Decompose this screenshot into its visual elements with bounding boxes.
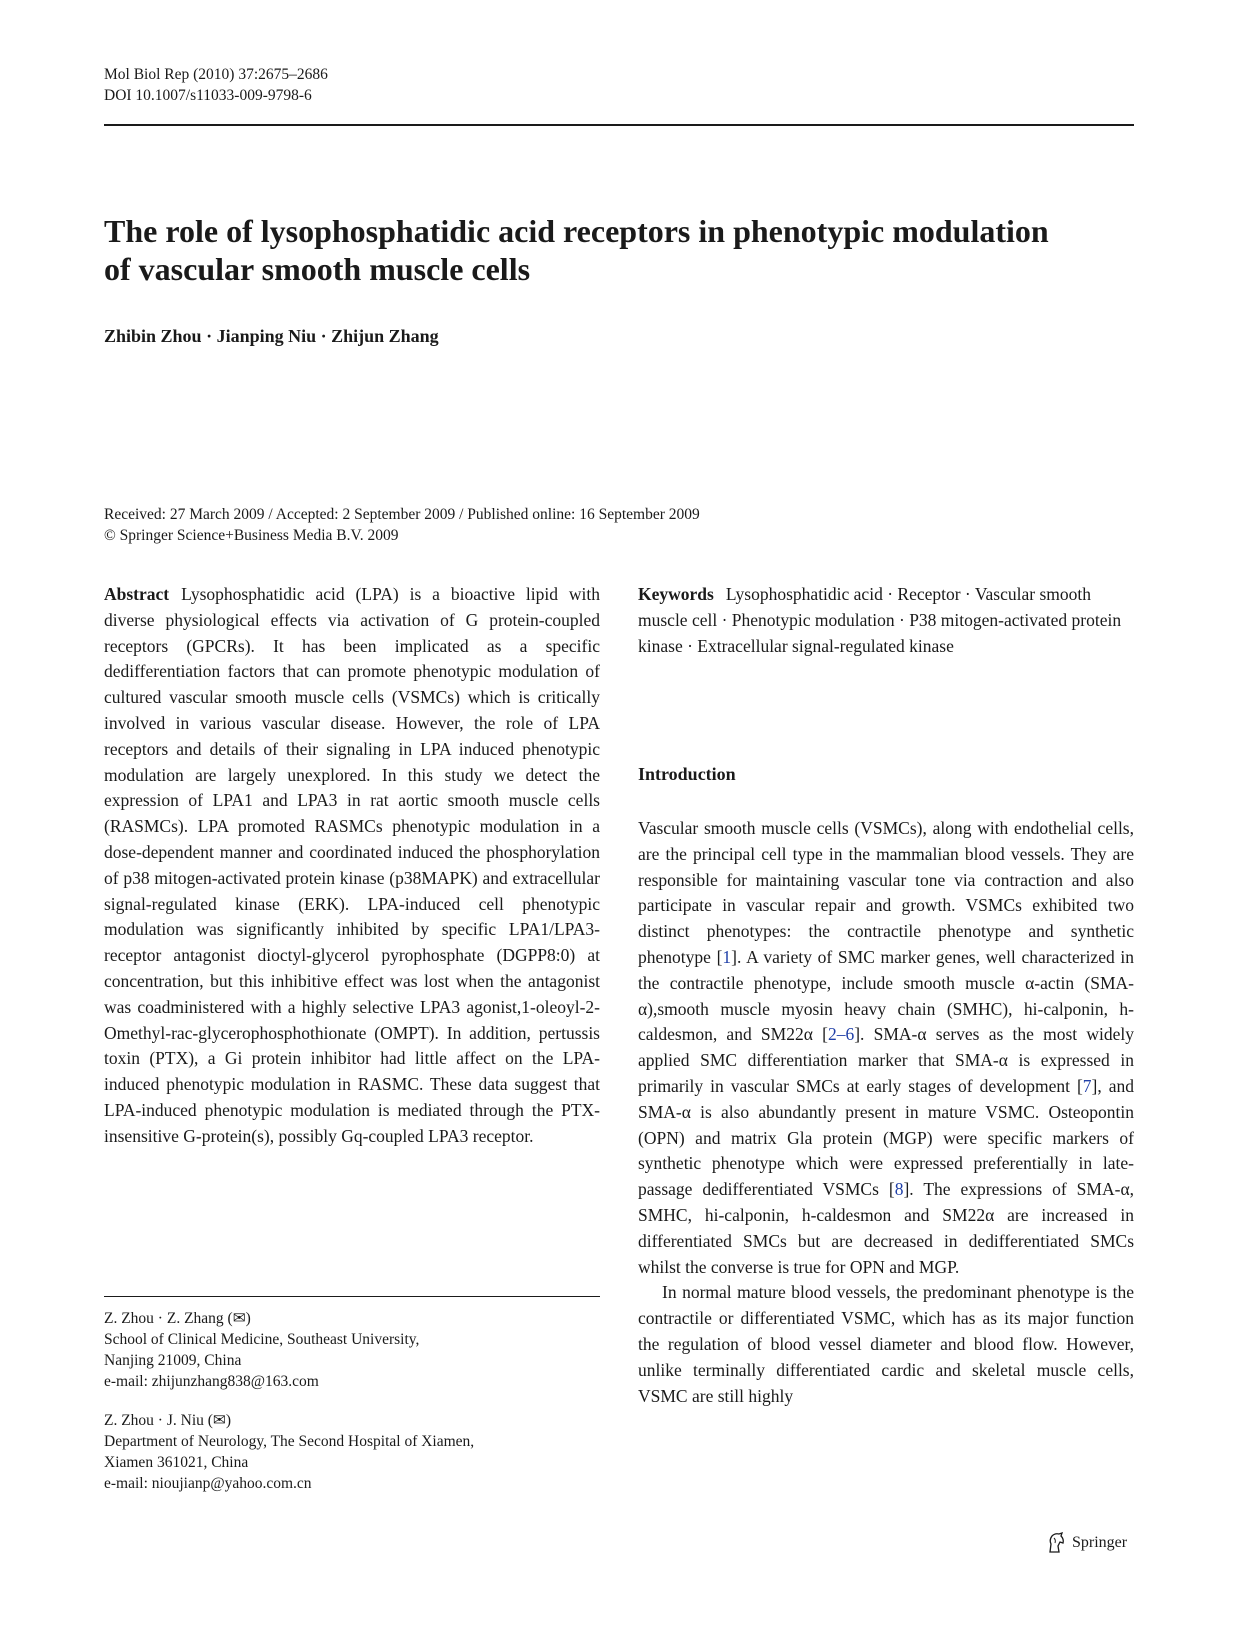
affiliation-names: Z. Zhou · Z. Zhang (✉) bbox=[104, 1310, 251, 1327]
journal-citation bbox=[104, 64, 328, 106]
copyright-line: © Springer Science+Business Media B.V. 2009 bbox=[104, 527, 399, 544]
received-accepted-line: Received: 27 March 2009 / Accepted: 2 September 2009 / Published online: 16 September 2009 bbox=[104, 506, 700, 523]
affiliation-email[interactable]: e-mail: nioujianp@yahoo.com.cn bbox=[104, 1475, 312, 1492]
citation-link[interactable]: 7 bbox=[1082, 1075, 1092, 1096]
introduction-body bbox=[638, 816, 1134, 1409]
affiliation-institution: Department of Neurology, The Second Hospital of Xiamen, bbox=[104, 1433, 475, 1450]
keywords bbox=[638, 582, 1134, 659]
introduction-paragraph-1 bbox=[638, 816, 1134, 1280]
citation-link[interactable]: 1 bbox=[722, 946, 732, 967]
abstract-text: Lysophosphatidic acid (LPA) is a bioactive lipid with diverse physiological effects via activation of G protein-coupled receptors (GPCRs). It has been implicated as a specific dedifferentiation factors that can promote phenotypic modulation of cultured vascular smooth muscle cells (VSMCs) which is critically involved in various vascular disease. However, the role of LPA receptors and details of their signaling in LPA induced phenotypic modulation are largely unexplored. In this study we detect the expression of LPA1 and LPA3 in rat aortic smooth muscle cells (RASMCs). LPA promoted RASMCs phenotypic modulation in a dose-dependent manner and coordinated induced the phosphorylation of p38 mitogen-activated protein kinase (p38MAPK) and extracellular signal-regulated kinase (ERK). LPA-induced cell phenotypic modulation was significantly inhibited by specific LPA1/LPA3-receptor antagonist dioctyl-glycerol pyrophosphate (DGPP8:0) at concentration, but this inhibitive effect was lost when the antagonist was coadministered with a highly selective LPA3 agonist,1-oleoyl-2-Omethyl-rac-glycerophosphothionate (OMPT). In addition, pertussis toxin (PTX), a Gi protein inhibitor had little affect on the LPA-induced phenotypic modulation in RASMC. These data suggest that LPA-induced phenotypic modulation is mediated through the PTX-insensitive G-protein(s), possibly Gq-coupled LPA3 receptor. bbox=[104, 584, 600, 1146]
journal-line: Mol Biol Rep (2010) 37:2675–2686 bbox=[104, 66, 328, 83]
text-span: ], and SMA-α is also abundantly present in mature VSMC. Osteopontin (OPN) and matrix Gla protein (MGP) were specific markers of synthetic phenotype which were expressed preferentially in late-passage dedifferentiated VSMCs [ bbox=[638, 1075, 1134, 1200]
affiliation-2 bbox=[104, 1410, 600, 1494]
publication-dates bbox=[104, 504, 700, 546]
text-span: Vascular smooth muscle cells (VSMCs), along with endothelial cells, are the principal cell type in the mammalian blood vessels. They are responsible for maintaining vascular tone via contraction and also participate in vascular repair and growth. VSMCs exhibited two distinct phenotypes: the contractile phenotype and synthetic phenotype [ bbox=[638, 818, 1134, 967]
citation-link[interactable]: 8 bbox=[894, 1179, 904, 1200]
affiliation-city: Xiamen 361021, China bbox=[104, 1454, 249, 1471]
abstract-label: Abstract bbox=[104, 584, 170, 604]
header-rule bbox=[104, 124, 1134, 126]
publisher-name: Springer bbox=[1072, 1534, 1128, 1551]
author-list: Zhibin Zhou · Jianping Niu · Zhijun Zhang bbox=[104, 326, 439, 346]
affiliation-names: Z. Zhou · J. Niu (✉) bbox=[104, 1412, 232, 1429]
keywords-label: Keywords bbox=[638, 584, 714, 604]
introduction-paragraph-2: In normal mature blood vessels, the predominant phenotype is the contractile or differentiated VSMC, which has as its major function the regulation of blood vessel diameter and blood flow. However, unlike terminally differentiated cardic and skeletal muscle cells, VSMC are still highly bbox=[638, 1282, 1134, 1406]
introduction-heading: Introduction bbox=[638, 764, 736, 784]
keywords-text: Lysophosphatidic acid · Receptor · Vascular smooth muscle cell · Phenotypic modulation · P38 mitogen-activated protein kinase · Extracellular signal-regulated kinase bbox=[638, 584, 1122, 656]
article-title: The role of lysophosphatidic acid receptors in phenotypic modulation of vascular smooth muscle cells bbox=[104, 213, 1049, 287]
publisher-logo bbox=[1046, 1532, 1127, 1554]
text-span: ]. SMA-α serves as the most widely applied SMC differentiation marker that SMA-α is expressed in primarily in vascular SMCs at early stages of development [ bbox=[638, 1024, 1134, 1096]
text-span: ]. A variety of SMC marker genes, well characterized in the contractile phenotype, include smooth muscle α-actin (SMA-α),smooth muscle myosin heavy chain (SMHC), hi-calponin, h-caldesmon, and SM22α [ bbox=[638, 946, 1134, 1045]
affiliation-city: Nanjing 21009, China bbox=[104, 1352, 242, 1369]
abstract bbox=[104, 582, 600, 1150]
text-span: ]. The expressions of SMA-α, SMHC, hi-calponin, h-caldesmon and SM22α are increased in differentiated SMCs but are decreased in dedifferentiated SMCs whilst the converse is true for OPN and MGP. bbox=[638, 1179, 1134, 1277]
footnote-rule bbox=[104, 1296, 600, 1297]
affiliation-email[interactable]: e-mail: zhijunzhang838@163.com bbox=[104, 1373, 319, 1390]
affiliation-1 bbox=[104, 1308, 600, 1392]
citation-link[interactable]: 2–6 bbox=[827, 1024, 855, 1045]
springer-horse-icon bbox=[1046, 1532, 1066, 1554]
doi-line: DOI 10.1007/s11033-009-9798-6 bbox=[104, 87, 312, 104]
affiliation-institution: School of Clinical Medicine, Southeast University, bbox=[104, 1331, 420, 1348]
